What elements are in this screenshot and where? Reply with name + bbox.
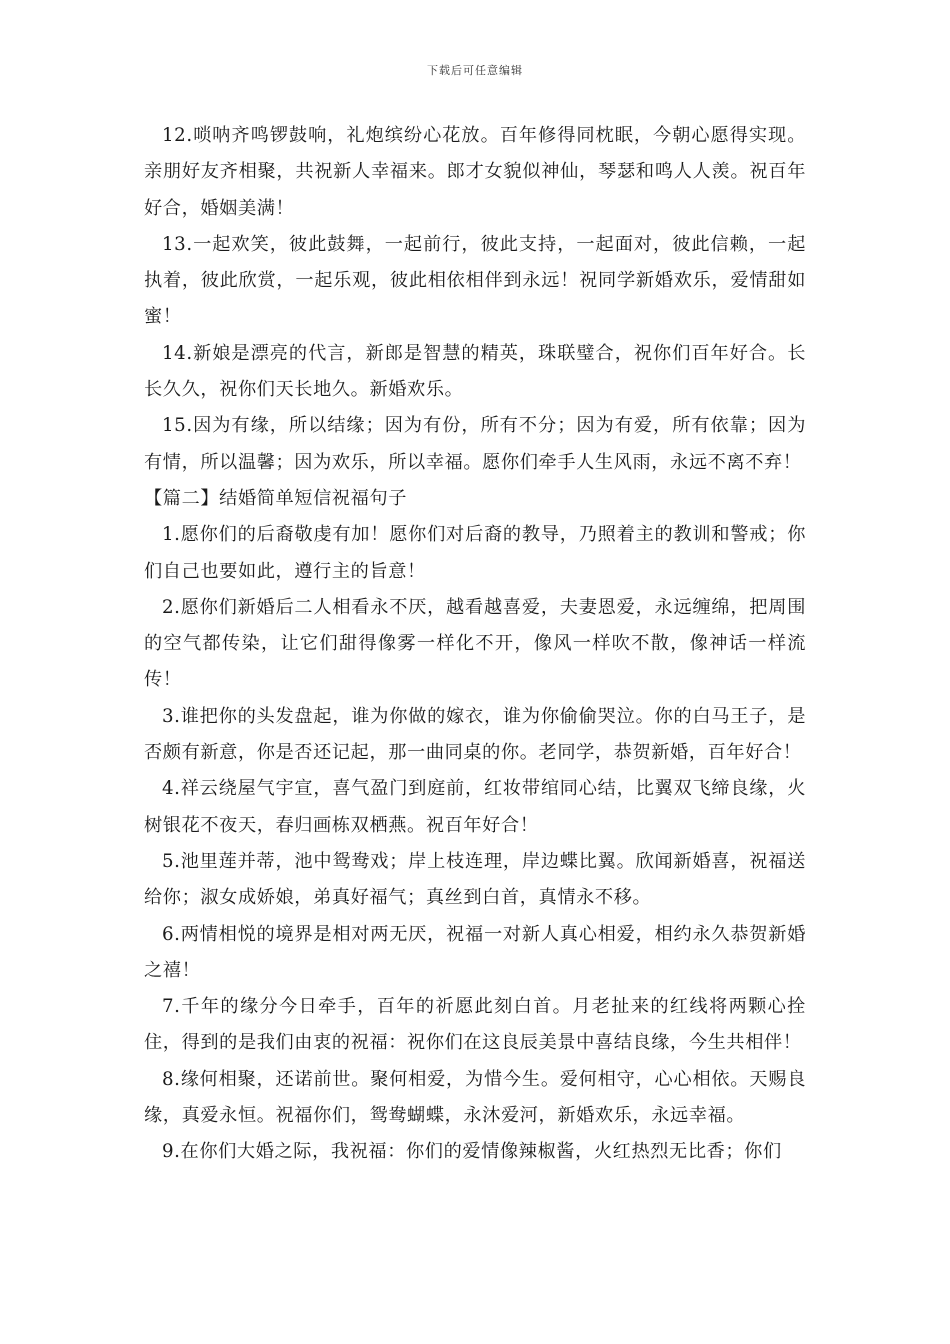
paragraph-8: 8.缘何相聚，还诺前世。聚何相爱，为惜今生。爱何相守，心心相依。天赐良缘，真爱永恒。祝福你们，鸳鸯蝴蝶，永沐爱河，新婚欢乐，永远幸福。 <box>144 1068 806 1127</box>
paragraph-7: 7.千年的缘分今日牵手，百年的祈愿此刻白首。月老扯来的红线将两颗心拴住，得到的是我们由衷的祝福：祝你们在这良辰美景中喜结良缘，今生共相伴！ <box>144 996 806 1054</box>
paragraph-9: 9.在你们大婚之际，我祝福：你们的爱情像辣椒酱，火红热烈无比香；你们 <box>162 1141 782 1163</box>
paragraph-14: 14.新娘是漂亮的代言，新郎是智慧的精英，珠联璧合，祝你们百年好合。长长久久，祝你们天长地久。新婚欢乐。 <box>144 342 806 401</box>
document-body <box>144 118 806 1171</box>
paragraph-12: 12.唢呐齐鸣锣鼓响，礼炮缤纷心花放。百年修得同枕眠，今朝心愿得实现。亲朋好友齐相聚，共祝新人幸福来。郎才女貌似神仙，琴瑟和鸣人人羡。祝百年好合，婚姻美满！ <box>144 125 806 219</box>
paragraph-1: 1.愿你们的后裔敬虔有加！愿你们对后裔的教导，乃照着主的教训和警戒；你们自己也要如此，遵行主的旨意！ <box>144 524 806 582</box>
paragraph-5: 5.池里莲并蒂，池中鸳鸯戏；岸上枝连理，岸边蝶比翼。欣闻新婚喜，祝福送给你；淑女成娇娘，弟真好福气；真丝到白首，真情永不移。 <box>144 850 806 909</box>
paragraph-15: 15.因为有缘，所以结缘；因为有份，所有不分；因为有爱，所有依靠；因为有情，所以温馨；因为欢乐，所以幸福。愿你们牵手人生风雨，永远不离不弃！ <box>144 415 806 473</box>
paragraph-2: 2.愿你们新婚后二人相看永不厌，越看越喜爱，夫妻恩爱，永远缠绵，把周围的空气都传染，让它们甜得像雾一样化不开，像风一样吹不散，像神话一样流传！ <box>144 596 806 691</box>
paragraph-6: 6.两情相悦的境界是相对两无厌，祝福一对新人真心相爱，相约永久恭贺新婚之禧！ <box>144 923 806 981</box>
paragraph-13: 13.一起欢笑，彼此鼓舞，一起前行，彼此支持，一起面对，彼此信赖，一起执着，彼此欣赏，一起乐观，彼此相依相伴到永远！祝同学新婚欢乐，爱情甜如蜜！ <box>144 233 806 328</box>
paragraph-4: 4.祥云绕屋气宇宣，喜气盈门到庭前，红妆带绾同心结，比翼双飞缔良缘，火树银花不夜天，春归画栋双栖燕。祝百年好合！ <box>144 778 806 836</box>
page-header: 下载后可任意编辑 <box>427 64 523 77</box>
paragraph-3: 3.谁把你的头发盘起，谁为你做的嫁衣，谁为你偷偷哭泣。你的白马王子，是否颇有新意，你是否还记起，那一曲同桌的你。老同学，恭贺新婚，百年好合！ <box>144 705 806 764</box>
section-heading: 【篇二】结婚简单短信祝福句子 <box>144 487 408 509</box>
